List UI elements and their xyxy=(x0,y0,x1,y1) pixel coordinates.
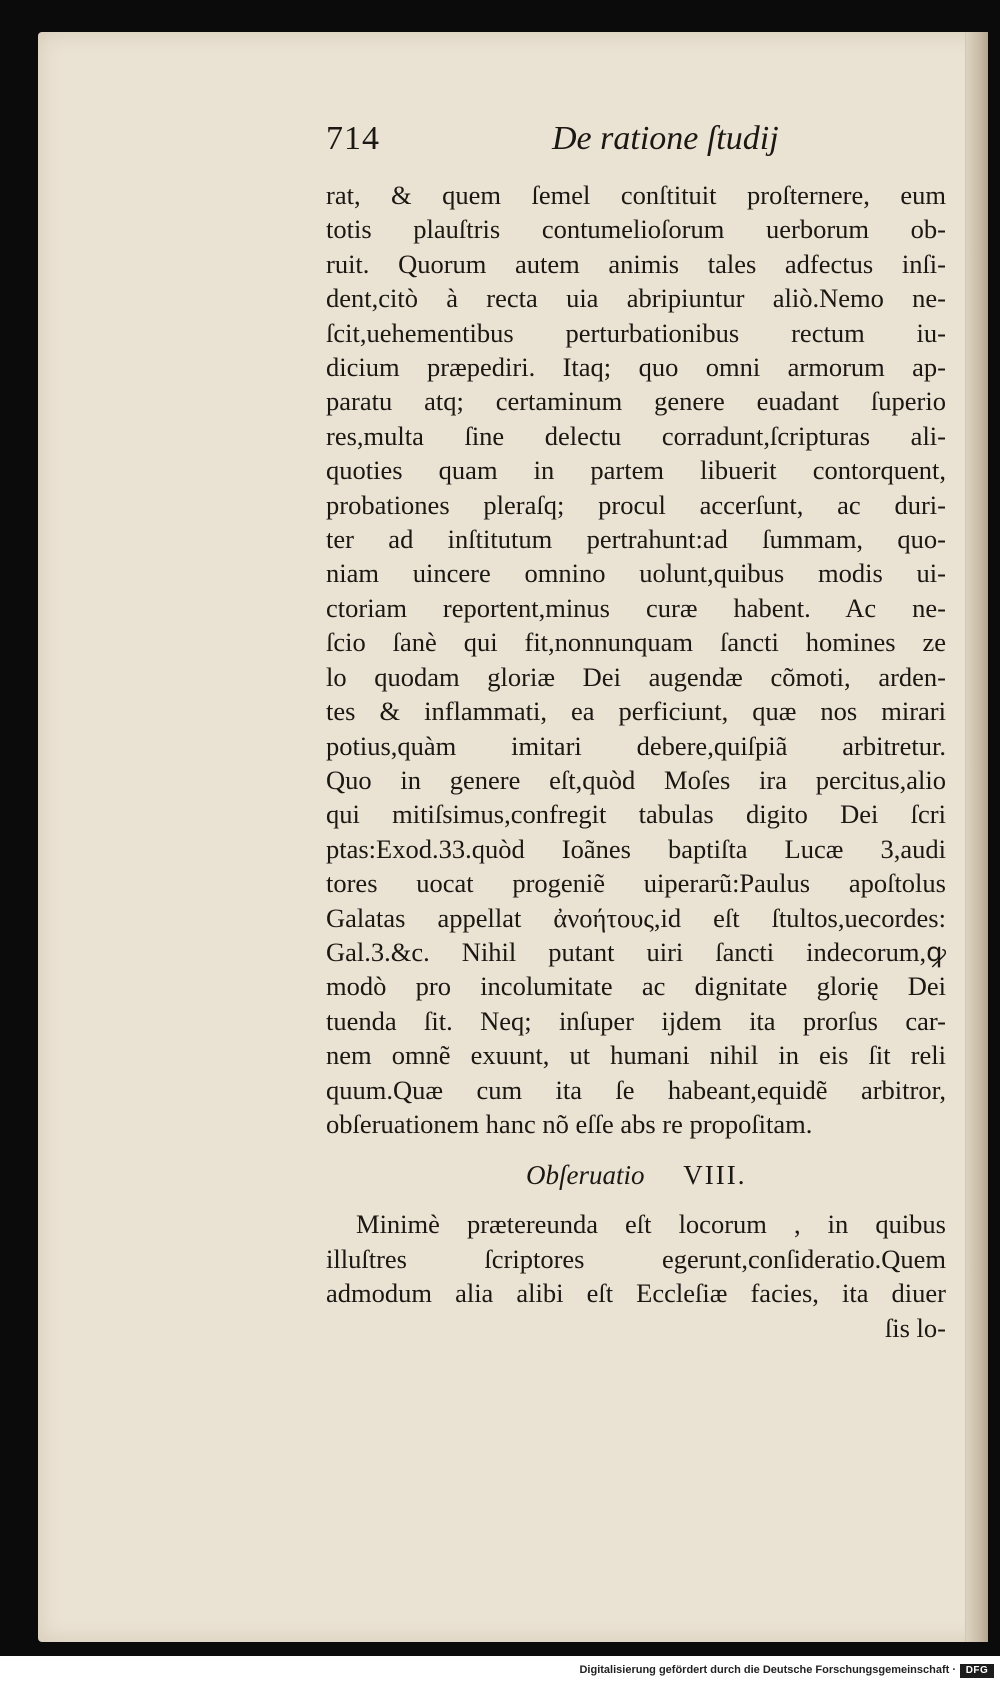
funding-credit: Digitalisierung gefördert durch die Deutsche Forschungsgemeinschaft · xyxy=(579,1664,956,1676)
page-edge xyxy=(965,32,988,1642)
text-line: Minimè prætereunda eſt locorum , in quibus xyxy=(356,1209,946,1240)
text-line: nem omnẽ exuunt, ut humani nihil in eis ſit reli xyxy=(326,1040,946,1071)
text-line: res,multa ſine delectu corradunt,ſcripturas ali- xyxy=(326,420,946,451)
text-line: dent,citò à recta uia abripiuntur aliò.Nemo ne- xyxy=(326,283,946,314)
text-line: Galatas appellat ἀνοήτους,id eſt ſtultos,uecordes: xyxy=(326,902,946,933)
catchword: ſis lo- xyxy=(884,1312,946,1343)
text-line: tes & inflammati, ea perficiunt, quæ nos mirari xyxy=(326,696,946,727)
text-line: qui mitiſsimus,confregit tabulas digito Dei ſcri xyxy=(326,799,946,830)
text-line: Quo in genere eſt,quòd Moſes ira percitus,alio xyxy=(326,764,946,795)
text-line: ſcio ſanè qui fit,nonnunquam ſancti homines ze xyxy=(326,627,946,658)
text-line: illuſtres ſcriptores egerunt,conſideratio.Quem xyxy=(326,1243,946,1274)
text-line: ſcit,uehementibus perturbationibus rectum iu- xyxy=(326,317,946,348)
section-number: VIII. xyxy=(683,1160,747,1191)
text-line: potius,quàm imitari debere,quiſpiã arbitretur. xyxy=(326,730,946,761)
body-text xyxy=(290,178,950,1345)
text-line: tores uocat progeniẽ uiperarũ:Paulus apoſtolus xyxy=(326,868,946,899)
dfg-logo: DFG xyxy=(960,1664,994,1678)
text-line: dicium præpediri. Itaq; quo omni armorum ap- xyxy=(326,352,946,383)
text-line: modò pro incolumitate ac dignitate glorię Dei xyxy=(326,971,946,1002)
text-line: niam uincere omnino uolunt,quibus modis ui- xyxy=(326,558,946,589)
text-line: tuenda ſit. Neq; inſuper ijdem ita prorſus car- xyxy=(326,1005,946,1036)
running-title: De ratione ſtudij xyxy=(552,120,779,157)
text-line: ter ad inſtitutum pertrahunt:ad ſummam, quo- xyxy=(326,524,946,555)
text-line: paratu atq; certaminum genere euadant ſuperio xyxy=(326,386,946,417)
running-head xyxy=(290,120,950,176)
section-label: Obſeruatio xyxy=(526,1160,645,1191)
digitization-footer xyxy=(0,1660,1000,1684)
text-line: ctoriam reportent,minus curæ habent. Ac ne- xyxy=(326,592,946,623)
text-line: lo quodam gloriæ Dei augendæ cõmoti, arden- xyxy=(326,661,946,692)
text-line: quoties quam in partem libuerit contorquent, xyxy=(326,455,946,486)
text-line: Gal.3.&c. Nihil putant uiri ſancti indecorum,ꝙ xyxy=(326,936,946,967)
text-line: obſeruationem hanc nõ eſſe abs re propoſitam. xyxy=(326,1108,813,1139)
text-line: admodum alia alibi eſt Eccleſiæ facies, ita diuer xyxy=(326,1278,946,1309)
text-line: probationes pleraſq; procul accerſunt, ac duri- xyxy=(326,489,946,520)
text-line: totis plauſtris contumelioſorum uerborum ob- xyxy=(326,214,946,245)
text-block xyxy=(290,120,950,1345)
text-line: quum.Quæ cum ita ſe habeant,equidẽ arbitror, xyxy=(326,1074,946,1105)
text-line: ruit. Quorum autem animis tales adfectus inſi- xyxy=(326,248,946,279)
section-heading xyxy=(326,1155,946,1195)
text-line: ptas:Exod.33.quòd Ioãnes baptiſta Lucæ 3,audi xyxy=(326,833,946,864)
text-line: rat, & quem ſemel conſtituit proſternere, eum xyxy=(326,180,946,210)
page-number: 714 xyxy=(326,120,380,157)
